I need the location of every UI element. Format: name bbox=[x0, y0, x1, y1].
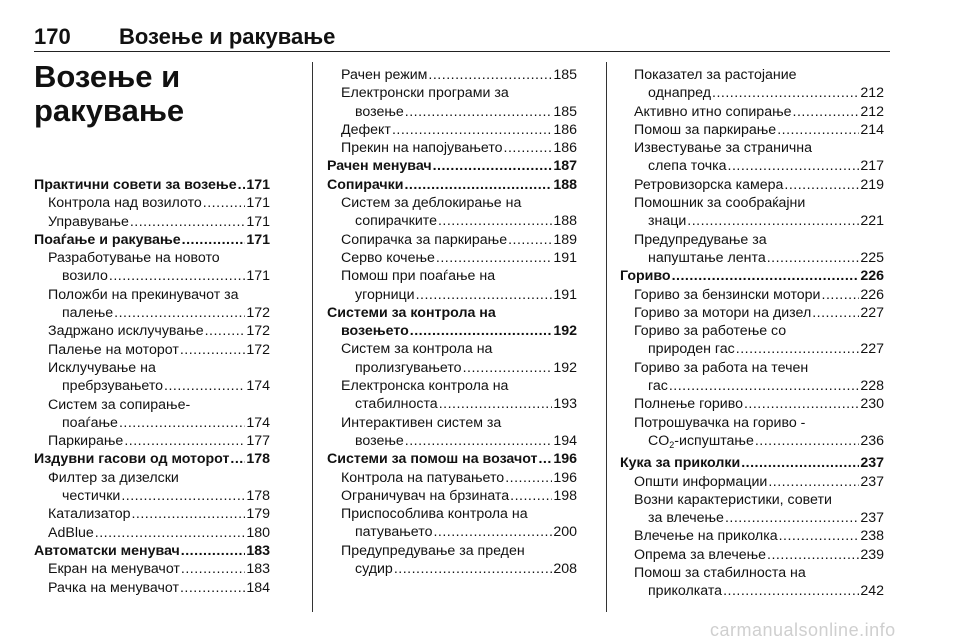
toc-leader-dots bbox=[767, 249, 860, 267]
toc-entry-text: палење bbox=[62, 305, 114, 322]
toc-subentry[interactable] bbox=[620, 286, 884, 304]
toc-entry-text: Помош при поаѓање на bbox=[341, 268, 496, 285]
toc-entry-text: судир bbox=[355, 561, 393, 578]
toc-entry-text: возење bbox=[355, 103, 404, 120]
toc-page-number: 230 bbox=[860, 396, 884, 413]
toc-page-number: 196 bbox=[553, 469, 577, 486]
toc-page-number: 180 bbox=[246, 524, 270, 541]
toc-page-number: 188 bbox=[553, 213, 577, 230]
toc-leader-dots bbox=[784, 176, 859, 194]
toc-subentry[interactable] bbox=[34, 322, 270, 340]
toc-subentry[interactable] bbox=[327, 340, 577, 377]
toc-page-number: 228 bbox=[860, 378, 884, 395]
toc-entry-text: Гориво за работење со bbox=[634, 323, 787, 340]
chapter-title-line-2: ракување bbox=[34, 93, 185, 128]
toc-page-number: 171 bbox=[246, 195, 270, 212]
toc-leader-dots bbox=[439, 395, 553, 413]
toc-entry-text: однапред bbox=[648, 85, 712, 102]
toc-subentry[interactable] bbox=[620, 121, 884, 139]
toc-entry-text: природен гас bbox=[648, 341, 735, 358]
chapter-title bbox=[34, 60, 304, 128]
toc-leader-dots bbox=[768, 473, 859, 491]
toc-leader-dots bbox=[180, 579, 245, 597]
toc-subentry[interactable] bbox=[34, 469, 270, 506]
toc-page-number: 178 bbox=[246, 488, 270, 505]
toc-entry-text: Управување bbox=[48, 213, 129, 230]
toc-leader-dots bbox=[410, 322, 553, 340]
toc-leader-dots bbox=[114, 304, 245, 322]
toc-entry-text: Сопирачки bbox=[327, 176, 404, 193]
toc-page-number: 174 bbox=[246, 414, 270, 431]
toc-entry-text: Положби на прекинувачот за bbox=[48, 286, 239, 303]
toc-entry-text: Систем за деблокирање на bbox=[341, 195, 522, 212]
toc-page-number: 172 bbox=[246, 305, 270, 322]
toc-page-number: 242 bbox=[860, 583, 884, 600]
toc-subentry[interactable] bbox=[327, 505, 577, 542]
toc-entry-text: приколката bbox=[648, 583, 723, 600]
toc-leader-dots bbox=[508, 231, 552, 249]
toc-leader-dots bbox=[728, 157, 860, 175]
toc-leader-dots bbox=[822, 286, 860, 304]
toc-page-number: 185 bbox=[553, 67, 577, 83]
toc-subentry[interactable] bbox=[620, 546, 884, 564]
toc-leader-dots bbox=[392, 121, 552, 139]
toc-entry-text: честички bbox=[62, 488, 121, 505]
toc-subentry[interactable] bbox=[327, 249, 577, 267]
toc-subentry[interactable] bbox=[620, 231, 884, 268]
toc-entry-text: Поаѓање и ракување bbox=[34, 231, 181, 248]
toc-leader-dots bbox=[181, 560, 245, 578]
toc-subentry[interactable] bbox=[34, 213, 270, 231]
toc-entry-text: Филтер за дизелски bbox=[48, 469, 179, 486]
toc-entry-text: стабилноста bbox=[355, 396, 438, 413]
toc-page-number: 191 bbox=[553, 286, 577, 303]
toc-page-number: 200 bbox=[553, 524, 577, 541]
header-divider bbox=[34, 51, 890, 52]
toc-subentry[interactable] bbox=[620, 395, 884, 413]
toc-subentry[interactable] bbox=[620, 473, 884, 491]
toc-leader-dots bbox=[793, 103, 860, 121]
toc-page-number: 227 bbox=[860, 341, 884, 358]
toc-page-number: 177 bbox=[246, 433, 270, 450]
toc-leader-dots bbox=[767, 546, 859, 564]
toc-leader-dots bbox=[428, 66, 552, 84]
toc-page-number: 238 bbox=[860, 528, 884, 545]
toc-page-number: 171 bbox=[246, 213, 270, 230]
toc-leader-dots bbox=[203, 194, 246, 212]
toc-subentry[interactable] bbox=[327, 377, 577, 414]
toc-leader-dots bbox=[205, 322, 246, 340]
toc-entry-text: пролизгувањето bbox=[355, 359, 462, 376]
toc-page-number: 219 bbox=[860, 176, 884, 193]
toc-page-number: 183 bbox=[246, 542, 270, 559]
toc-entry-text: Полнење гориво bbox=[634, 396, 743, 413]
toc-subentry[interactable] bbox=[620, 194, 884, 231]
toc-page-number: 192 bbox=[553, 323, 577, 340]
toc-page-number: 221 bbox=[860, 213, 884, 230]
toc-page-number: 214 bbox=[860, 121, 884, 138]
toc-entry-text: Контрола на патувањето bbox=[341, 469, 505, 486]
toc-subentry[interactable] bbox=[620, 491, 884, 528]
toc-subentry[interactable] bbox=[327, 139, 577, 157]
toc-page-number: 186 bbox=[553, 140, 577, 157]
toc-page-number: 198 bbox=[553, 487, 577, 504]
toc-entry-text: Систем за контрола на bbox=[341, 341, 493, 358]
toc-section-entry[interactable] bbox=[327, 176, 577, 194]
toc-subentry[interactable] bbox=[34, 432, 270, 450]
toc-page-number: 193 bbox=[553, 396, 577, 413]
toc-entry-text: Електронски програми за bbox=[341, 85, 509, 102]
toc-entry-text: Ограничувач на брзината bbox=[341, 487, 510, 504]
toc-leader-dots bbox=[405, 103, 553, 121]
toc-leader-dots bbox=[124, 432, 245, 450]
toc-entry-text: Разработување на новото bbox=[48, 250, 220, 267]
toc-leader-dots bbox=[504, 139, 553, 157]
toc-entry-text: Системи за помош на возачот bbox=[327, 451, 538, 468]
page-header bbox=[34, 18, 890, 52]
toc-subentry[interactable] bbox=[327, 469, 577, 487]
toc-subentry[interactable] bbox=[327, 542, 577, 579]
toc-page-number: 192 bbox=[553, 359, 577, 376]
toc-leader-dots bbox=[230, 450, 245, 468]
toc-entry-text: Автоматски менувач bbox=[34, 542, 180, 559]
toc-subentry[interactable] bbox=[34, 524, 270, 542]
toc-entry-text: Ретровизорска камера bbox=[634, 176, 784, 193]
toc-entry-text: Предупредување за преден bbox=[341, 542, 525, 559]
toc-leader-dots bbox=[416, 286, 553, 304]
toc-page-number: 227 bbox=[860, 304, 884, 321]
toc-subentry[interactable] bbox=[327, 121, 577, 139]
toc-subentry[interactable] bbox=[620, 527, 884, 545]
toc-entry-text: Помош за стабилноста на bbox=[634, 565, 806, 582]
toc-column-1 bbox=[34, 176, 270, 597]
toc-entry-text: Помош за паркирање bbox=[634, 121, 777, 138]
toc-entry-text: возење bbox=[355, 432, 404, 449]
toc-entry-text: Контрола над возилото bbox=[48, 195, 202, 212]
toc-entry-text: Општи информации bbox=[634, 473, 768, 490]
toc-leader-dots bbox=[438, 212, 552, 230]
toc-leader-dots bbox=[741, 454, 859, 472]
toc-page-number: 171 bbox=[246, 231, 270, 248]
toc-leader-dots bbox=[109, 267, 245, 285]
toc-leader-dots bbox=[164, 377, 245, 395]
toc-entry-text: AdBlue bbox=[48, 524, 94, 541]
toc-entry-text: Исклучување на bbox=[48, 359, 156, 376]
toc-page-number: 184 bbox=[246, 579, 270, 596]
toc-leader-dots bbox=[777, 121, 859, 139]
toc-subentry[interactable] bbox=[34, 286, 270, 323]
toc-leader-dots bbox=[130, 213, 245, 231]
toc-entry-text: Интерактивен систем за bbox=[341, 414, 502, 431]
toc-entry-text: Гориво bbox=[620, 268, 671, 285]
toc-leader-dots bbox=[404, 176, 552, 194]
toc-entry-text: Дефект bbox=[341, 121, 391, 138]
toc-subentry[interactable] bbox=[620, 414, 884, 455]
toc-subentry[interactable] bbox=[620, 139, 884, 176]
toc-page-number: 196 bbox=[553, 451, 577, 468]
toc-entry-text: Кука за приколки bbox=[620, 455, 741, 472]
toc-entry-text: Задржано исклучување bbox=[48, 323, 204, 340]
toc-leader-dots bbox=[95, 524, 246, 542]
toc-entry-text: пребрзувањето bbox=[62, 378, 164, 395]
toc-leader-dots bbox=[436, 249, 552, 267]
column-divider bbox=[606, 62, 607, 612]
toc-column-2 bbox=[327, 66, 577, 578]
toc-subentry[interactable] bbox=[34, 359, 270, 396]
toc-entry-text: Сопирачка за паркирање bbox=[341, 231, 508, 248]
toc-subentry[interactable] bbox=[620, 304, 884, 322]
toc-entry-text: Рачен менувач bbox=[327, 158, 432, 175]
toc-page-number: 226 bbox=[860, 286, 884, 303]
toc-leader-dots bbox=[131, 505, 245, 523]
toc-subentry[interactable] bbox=[34, 249, 270, 286]
toc-leader-dots bbox=[779, 527, 860, 545]
toc-entry-text: Приспособлива контрола на bbox=[341, 506, 528, 523]
toc-entry-text: Рачка на менувачот bbox=[48, 579, 179, 596]
toc-entry-text: возењето bbox=[341, 323, 409, 340]
toc-page-number: 237 bbox=[860, 473, 884, 490]
toc-leader-dots bbox=[723, 582, 859, 600]
toc-entry-text: Влечење на приколка bbox=[634, 528, 778, 545]
toc-page-number: 191 bbox=[553, 249, 577, 266]
toc-entry-text: $CO_2$-испуштање bbox=[648, 432, 754, 450]
toc-section-entry[interactable] bbox=[34, 176, 270, 194]
toc-leader-dots bbox=[433, 157, 553, 175]
toc-entry-text: напуштање лента bbox=[648, 249, 766, 266]
toc-subentry[interactable] bbox=[620, 103, 884, 121]
toc-page-number: 237 bbox=[860, 510, 884, 527]
toc-subentry[interactable] bbox=[327, 267, 577, 304]
toc-subentry[interactable] bbox=[34, 396, 270, 433]
toc-entry-text: Гориво за бензински мотори bbox=[634, 286, 821, 303]
toc-entry-text: Паркирање bbox=[48, 433, 124, 450]
toc-page-number: 225 bbox=[860, 249, 884, 266]
toc-section-entry[interactable] bbox=[34, 542, 270, 560]
toc-page-number: 172 bbox=[246, 341, 270, 358]
toc-page-number: 188 bbox=[553, 176, 577, 193]
toc-section-entry[interactable] bbox=[620, 454, 884, 472]
toc-entry-text: Катализатор bbox=[48, 506, 131, 523]
toc-subentry[interactable] bbox=[620, 66, 884, 103]
toc-leader-dots bbox=[744, 395, 859, 413]
toc-leader-dots bbox=[505, 469, 552, 487]
toc-leader-dots bbox=[538, 450, 552, 468]
toc-entry-text: Опрема за влечење bbox=[634, 546, 767, 563]
toc-leader-dots bbox=[687, 212, 859, 230]
toc-subentry[interactable] bbox=[34, 341, 270, 359]
toc-leader-dots bbox=[181, 542, 246, 560]
toc-page-number: 179 bbox=[246, 506, 270, 523]
toc-subentry[interactable] bbox=[620, 176, 884, 194]
toc-entry-text: слепа точка bbox=[648, 158, 727, 175]
toc-entry-text: Гориво за работа на течен bbox=[634, 359, 809, 376]
toc-leader-dots bbox=[812, 304, 859, 322]
running-title: Возење и ракување bbox=[119, 24, 336, 49]
toc-leader-dots bbox=[725, 509, 859, 527]
toc-subentry[interactable] bbox=[34, 194, 270, 212]
toc-subentry[interactable] bbox=[34, 560, 270, 578]
toc-leader-dots bbox=[672, 267, 860, 285]
toc-leader-dots bbox=[736, 340, 860, 358]
toc-subentry[interactable] bbox=[620, 359, 884, 396]
toc-section-entry[interactable] bbox=[620, 267, 884, 285]
toc-page-number: 226 bbox=[860, 268, 884, 285]
toc-entry-text: Систем за сопирање- bbox=[48, 396, 191, 413]
toc-entry-text: Показател за растојание bbox=[634, 67, 797, 83]
toc-leader-dots bbox=[755, 432, 859, 450]
toc-section-entry[interactable] bbox=[327, 157, 577, 175]
toc-entry-text: Палење на моторот bbox=[48, 341, 179, 358]
toc-subentry[interactable] bbox=[34, 505, 270, 523]
toc-entry-text: Помошник за сообраќајни bbox=[634, 195, 806, 212]
toc-page-number: 189 bbox=[553, 231, 577, 248]
toc-leader-dots bbox=[121, 487, 245, 505]
toc-entry-text: за влечење bbox=[648, 510, 724, 527]
toc-page-number: 172 bbox=[246, 323, 270, 340]
toc-page-number: 239 bbox=[860, 546, 884, 563]
toc-page-number: 171 bbox=[246, 268, 270, 285]
toc-subentry[interactable] bbox=[327, 231, 577, 249]
toc-subentry[interactable] bbox=[327, 84, 577, 121]
toc-leader-dots bbox=[712, 84, 859, 102]
toc-column-3 bbox=[620, 66, 884, 601]
toc-entry-text: угорници bbox=[355, 286, 415, 303]
toc-page-number: 171 bbox=[246, 177, 270, 193]
toc-subentry[interactable] bbox=[34, 579, 270, 597]
toc-subentry[interactable] bbox=[620, 322, 884, 359]
toc-page-number: 186 bbox=[553, 121, 577, 138]
toc-section-entry[interactable] bbox=[327, 450, 577, 468]
toc-page-number: 236 bbox=[860, 432, 884, 449]
toc-leader-dots bbox=[238, 176, 246, 194]
toc-page-number: 217 bbox=[860, 158, 884, 175]
toc-subentry[interactable] bbox=[327, 414, 577, 451]
toc-entry-text: возило bbox=[62, 268, 108, 285]
toc-page-number: 194 bbox=[553, 432, 577, 449]
toc-entry-text: сопирачките bbox=[355, 213, 437, 230]
toc-entry-text: Предупредување за bbox=[634, 231, 767, 248]
chapter-title-line-1: Возење и bbox=[34, 59, 181, 94]
toc-entry-text: Електронска контрола на bbox=[341, 378, 509, 395]
toc-page-number: 185 bbox=[553, 103, 577, 120]
toc-entry-text: Возни карактеристики, совети bbox=[634, 491, 832, 508]
toc-entry-text: патувањето bbox=[355, 524, 433, 541]
toc-entry-text: Прекин на напојувањето bbox=[341, 140, 503, 157]
toc-leader-dots bbox=[182, 231, 246, 249]
toc-entry-text: поаѓање bbox=[62, 414, 118, 431]
toc-entry-text: знаци bbox=[648, 213, 687, 230]
toc-entry-text: гас bbox=[648, 378, 668, 395]
toc-entry-text: Активно итно сопирање bbox=[634, 103, 792, 120]
toc-entry-text: Известување за странична bbox=[634, 140, 813, 157]
toc-entry-text: Екран на менувачот bbox=[48, 561, 180, 578]
toc-leader-dots bbox=[394, 560, 553, 578]
toc-subentry[interactable] bbox=[327, 487, 577, 505]
toc-subentry[interactable] bbox=[327, 194, 577, 231]
toc-subentry[interactable] bbox=[620, 564, 884, 601]
toc-page-number: 212 bbox=[860, 103, 884, 120]
toc-page-number: 187 bbox=[553, 158, 577, 175]
toc-leader-dots bbox=[180, 341, 246, 359]
toc-entry-text: Серво кочење bbox=[341, 249, 435, 266]
toc-entry-text: Издувни гасови од моторот bbox=[34, 451, 230, 468]
toc-entry-text: Системи за контрола на bbox=[327, 304, 496, 321]
toc-page-number: 178 bbox=[246, 451, 270, 468]
toc-entry-text: Практични совети за возење bbox=[34, 177, 237, 193]
page-number: 170 bbox=[34, 24, 71, 49]
toc-section-entry[interactable] bbox=[327, 304, 577, 341]
toc-page-number: 174 bbox=[246, 378, 270, 395]
toc-page-number: 237 bbox=[860, 455, 884, 472]
column-divider bbox=[312, 62, 313, 612]
toc-leader-dots bbox=[433, 523, 552, 541]
watermark: carmanualsonline.info bbox=[710, 620, 896, 640]
toc-page-number: 208 bbox=[553, 561, 577, 578]
toc-entry-text: Гориво за мотори на дизел bbox=[634, 304, 812, 321]
toc-leader-dots bbox=[510, 487, 552, 505]
toc-leader-dots bbox=[119, 414, 245, 432]
toc-entry-text: Рачен режим bbox=[341, 67, 428, 83]
toc-section-entry[interactable] bbox=[34, 450, 270, 468]
toc-leader-dots bbox=[405, 432, 553, 450]
toc-subentry[interactable] bbox=[327, 66, 577, 84]
toc-leader-dots bbox=[463, 359, 553, 377]
toc-page-number: 212 bbox=[860, 85, 884, 102]
toc-leader-dots bbox=[669, 377, 859, 395]
toc-entry-text: Потрошувачка на гориво - bbox=[634, 414, 806, 431]
toc-page-number: 183 bbox=[246, 561, 270, 578]
toc-section-entry[interactable] bbox=[34, 231, 270, 249]
